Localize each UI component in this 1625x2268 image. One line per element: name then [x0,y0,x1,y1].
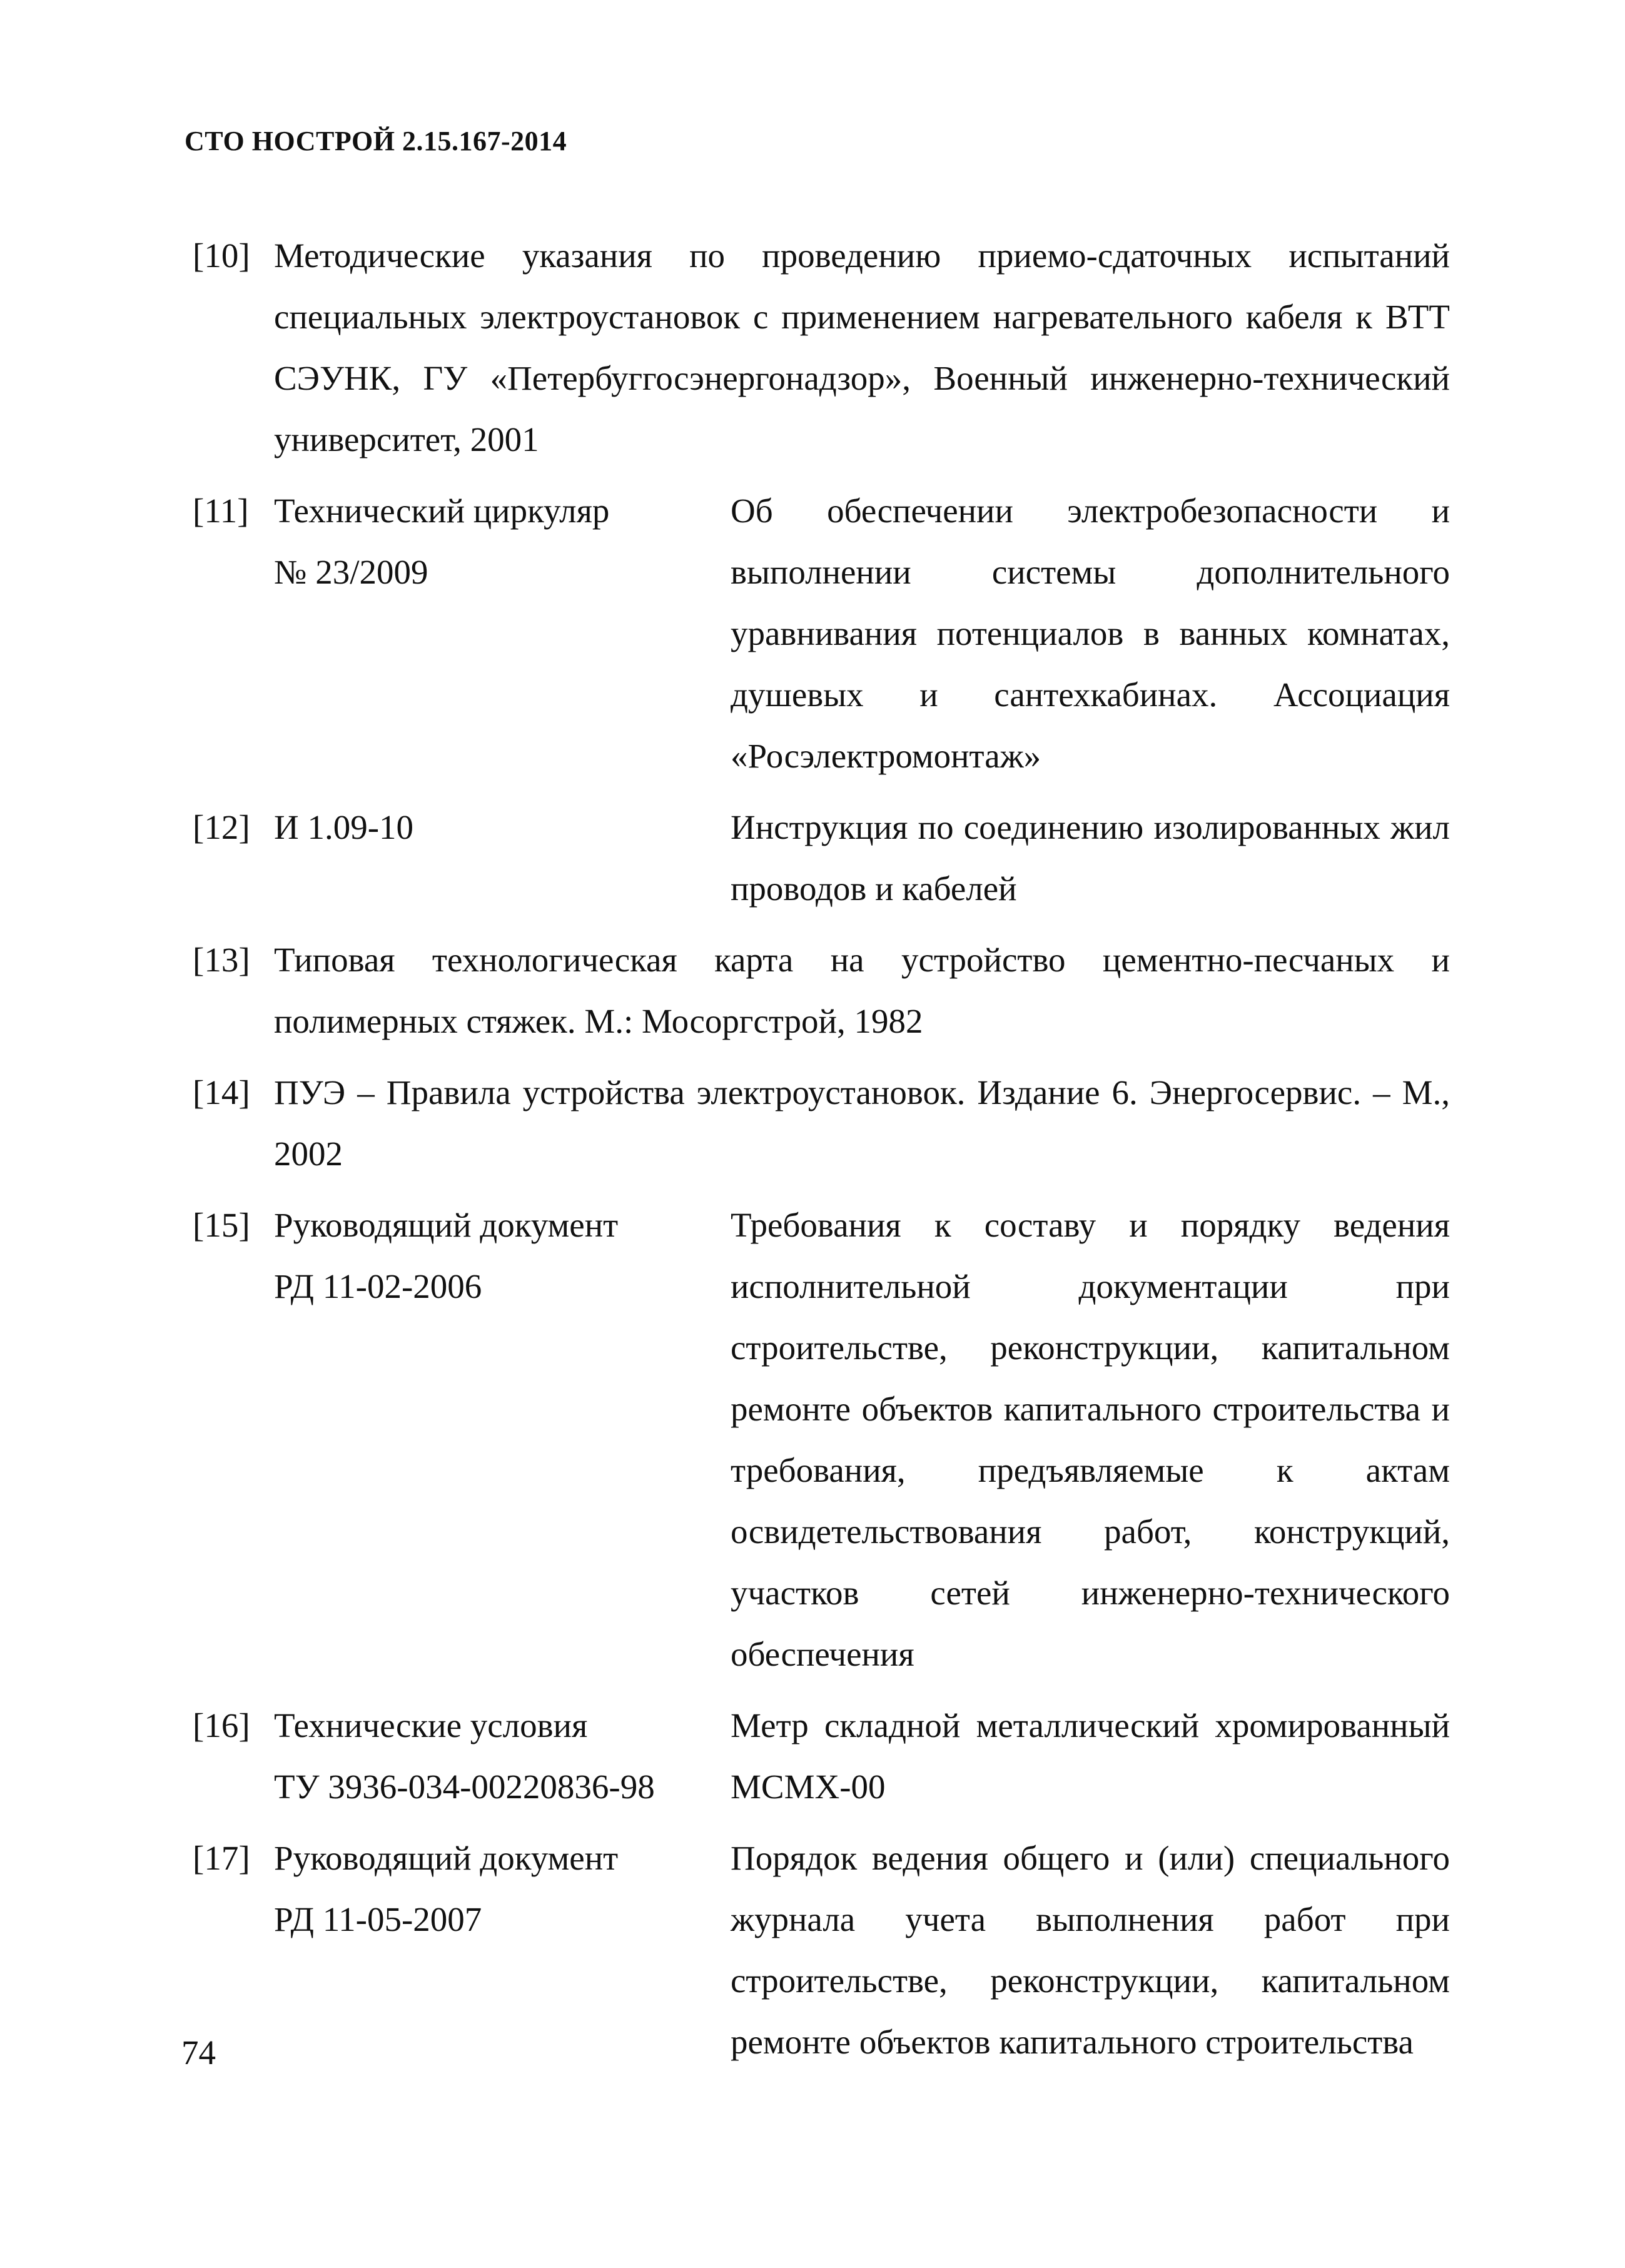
reference-list [193,225,1450,2083]
reference-doc-type: И 1.09-10 [274,808,414,846]
reference-number: [14] [193,1073,250,1111]
reference-title: Инструкция по соединению изолированных жил проводов и кабелей [731,808,1450,908]
reference-number: [17] [193,1839,250,1877]
reference-title: Порядок ведения общего и (или) специального журнала учета выполнения работ при строительстве, реконструкции, капитальном ремонте объектов капитального строительства [731,1839,1450,2061]
reference-14 [193,1062,1450,1185]
reference-text: ПУЭ – Правила устройства электроустановок. Издание 6. Энергосервис. – М., 2002 [274,1073,1450,1173]
reference-11 [193,480,1450,787]
reference-doc-type: Технические условия [274,1706,588,1744]
reference-number: [12] [193,808,250,846]
reference-doc-type: Руководящий документ [274,1839,619,1877]
reference-13 [193,929,1450,1052]
reference-document-id [274,1195,731,1685]
reference-doc-code: РД 11-02-2006 [274,1267,482,1305]
reference-12 [193,797,1450,919]
page-number: 74 [181,2033,216,2072]
reference-10 [193,225,1450,470]
reference-document-id [274,1695,731,1818]
document-header: СТО НОСТРОЙ 2.15.167-2014 [185,126,567,156]
reference-doc-code: № 23/2009 [274,553,428,591]
reference-title: Об обеспечении электробезопасности и выполнении системы дополнительного уравнивания потенциалов в ванных комнатах, душевых и сантехкабинах. Ассоциация «Росэлектромонтаж» [731,492,1450,775]
reference-doc-code: ТУ 3936-034-00220836-98 [274,1768,655,1806]
reference-number: [16] [193,1706,250,1744]
reference-document-id [274,480,731,787]
reference-number: [15] [193,1206,250,1244]
reference-16 [193,1695,1450,1818]
reference-text: Методические указания по проведению приемо-сдаточных испытаний специальных электроустановок с применением нагревательного кабеля к ВТТ СЭУНК, ГУ «Петербуггосэнергонадзор», Военный инженерно-технический университет, 2001 [274,236,1450,458]
reference-number: [11] [193,492,249,530]
reference-doc-type: Технический циркуляр [274,492,610,530]
reference-doc-type: Руководящий документ [274,1206,619,1244]
reference-17 [193,1828,1450,2073]
reference-15 [193,1195,1450,1685]
reference-title: Метр складной металлический хромированный МСМХ-00 [731,1706,1450,1806]
reference-title: Требования к составу и порядку ведения исполнительной документации при строительстве, реконструкции, капитальном ремонте объектов капитального строительства и требования, предъявляемые к актам освидетельствования работ, конструкций, участков сетей инженерно-технического обеспечения [731,1206,1450,1673]
reference-number: [10] [193,236,250,275]
reference-document-id [274,797,731,919]
reference-document-id [274,1828,731,2073]
reference-number: [13] [193,941,250,979]
reference-text: Типовая технологическая карта на устройство цементно-песчаных и полимерных стяжек. М.: Мосоргстрой, 1982 [274,941,1450,1040]
reference-doc-code: РД 11-05-2007 [274,1900,482,1938]
